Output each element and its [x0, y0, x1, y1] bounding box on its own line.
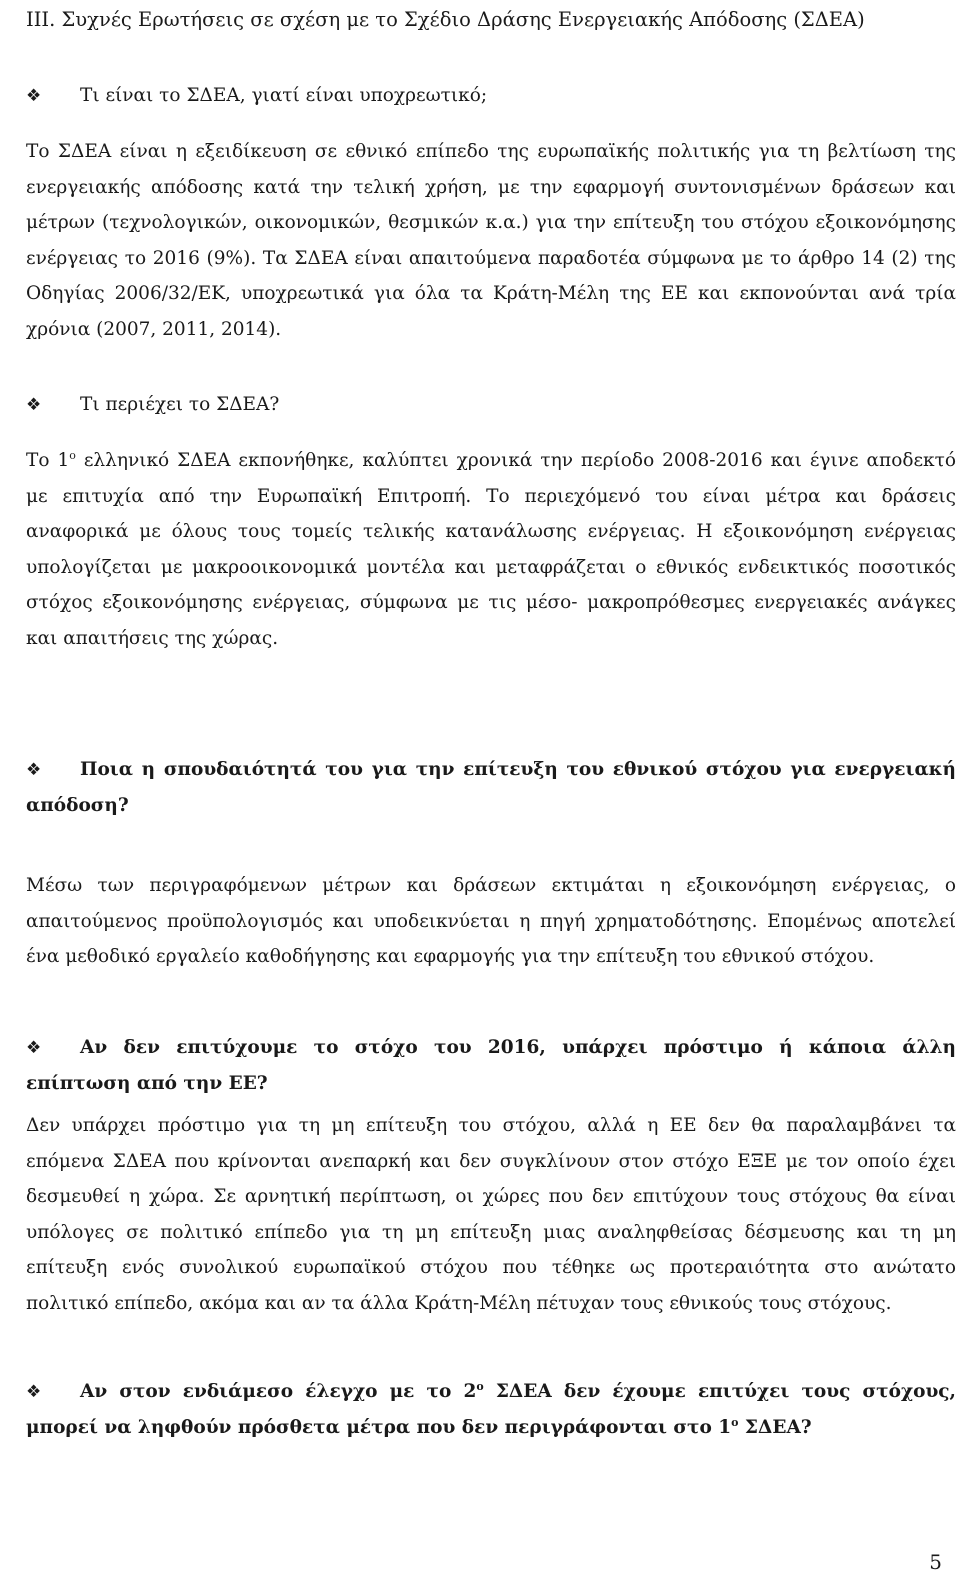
section-title: ΙΙΙ. Συχνές Ερωτήσεις σε σχέση με το Σχέδιο Δράσης Ενεργειακής Απόδοσης (ΣΔΕΑ): [26, 8, 865, 31]
question-heading-text: Αν δεν επιτύχουμε το στόχο του 2016, υπάρχει πρόστιμο ή κάποια άλλη επίπτωση από την ΕΕ?: [26, 1037, 956, 1094]
answer-paragraph-2: [26, 443, 956, 656]
question-heading-text-start: Αν στον ενδιάμεσο έλεγχο με το 2: [80, 1381, 477, 1402]
question-heading-text: Τι είναι το ΣΔΕΑ, γιατί είναι υποχρεωτικό;: [80, 85, 488, 106]
question-heading-5: [26, 1374, 956, 1446]
answer-text-start: Το 1: [26, 450, 70, 471]
question-heading-text: Τι περιέχει το ΣΔΕΑ?: [80, 394, 280, 415]
diamond-bullet-icon: ❖: [26, 395, 42, 415]
ordinal-superscript: ο: [69, 448, 76, 462]
question-heading-text: Ποια η σπουδαιότητά του για την επίτευξη του εθνικού στόχου για ενεργειακή απόδοση?: [26, 759, 956, 816]
answer-paragraph-1: Το ΣΔΕΑ είναι η εξειδίκευση σε εθνικό επίπεδο της ευρωπαϊκής πολιτικής για τη βελτίωση της ενεργειακής απόδοσης κατά την τελική χρήση, με την εφαρμογή συντονισμένων δράσεων και μέτρων (τεχνολογικών, οικονομικών, θεσμικών κ.α.) για την επίτευξη του στόχου εξοικονόμησης ενέργειας το 2016 (9%). Τα ΣΔΕΑ είναι απαιτούμενα παραδοτέα σύμφωνα με το άρθρο 14 (2) της Οδηγίας 2006/32/ΕΚ, υποχρεωτικά για όλα τα Κράτη-Μέλη της ΕΕ και εκπονούνται ανά τρία χρόνια (2007, 2011, 2014).: [26, 141, 956, 340]
ordinal-superscript: ο: [476, 1379, 484, 1393]
question-heading-3: [26, 752, 956, 824]
question-heading-text-mid: ΣΔΕΑ δεν έχουμε επιτύχει τους στόχους, μπορεί να ληφθούν πρόσθετα μέτρα που δεν περιγράφονται στο 1: [26, 1381, 956, 1438]
diamond-bullet-icon: ❖: [26, 86, 42, 106]
question-heading-4: [26, 1030, 956, 1102]
question-heading-1: [26, 78, 956, 114]
diamond-bullet-icon: ❖: [26, 760, 42, 780]
page-number: 5: [929, 1550, 942, 1574]
answer-paragraph-3: Μέσω των περιγραφόμενων μέτρων και δράσεων εκτιμάται η εξοικονόμηση ενέργειας, ο απαιτούμενος προϋπολογισμός και υποδεικνύεται η πηγή χρηματοδότησης. Επομένως αποτελεί ένα μεθοδικό εργαλείο καθοδήγησης και εφαρμογής για την επίτευξη του εθνικού στόχου.: [26, 875, 956, 967]
diamond-bullet-icon: ❖: [26, 1038, 42, 1058]
question-heading-2: [26, 387, 956, 423]
answer-text-rest: ελληνικό ΣΔΕΑ εκπονήθηκε, καλύπτει χρονικά την περίοδο 2008-2016 και έγινε αποδεκτό με επιτυχία από την Ευρωπαϊκή Επιτροπή. Το περιεχόμενό του είναι μέτρα και δράσεις αναφορικά με όλους τους τομείς τελικής κατανάλωσης ενέργειας. Η εξοικονόμηση ενέργειας υπολογίζεται με μακροοικονομικά μοντέλα και μεταφράζεται ο εθνικός ενδεικτικός ποσοτικός στόχος εξοικονόμησης ενέργειας, σύμφωνα με τις μέσο- μακροπρόθεσμες ενεργειακές ανάγκες και απαιτήσεις της χώρας.: [26, 450, 956, 649]
question-heading-text-end: ΣΔΕΑ?: [738, 1417, 812, 1438]
answer-paragraph-4: Δεν υπάρχει πρόστιμο για τη μη επίτευξη του στόχου, αλλά η ΕΕ δεν θα παραλαμβάνει τα επόμενα ΣΔΕΑ που κρίνονται ανεπαρκή και δεν συγκλίνουν στον στόχο ΕΞΕ με τον οποίο έχει δεσμευθεί η χώρα. Σε αρνητική περίπτωση, οι χώρες που δεν επιτύχουν τους στόχους θα είναι υπόλογες σε πολιτικό επίπεδο για τη μη επίτευξη μιας αναληφθείσας δέσμευσης και τη μη επίτευξη ενός συνολικού ευρωπαϊκού στόχου που τέθηκε ως προτεραιότητα στο ανώτατο πολιτικό επίπεδο, ακόμα και αν τα άλλα Κράτη-Μέλη πέτυχαν τους εθνικούς τους στόχους.: [26, 1115, 956, 1314]
diamond-bullet-icon: ❖: [26, 1382, 42, 1402]
ordinal-superscript: ο: [731, 1415, 739, 1429]
